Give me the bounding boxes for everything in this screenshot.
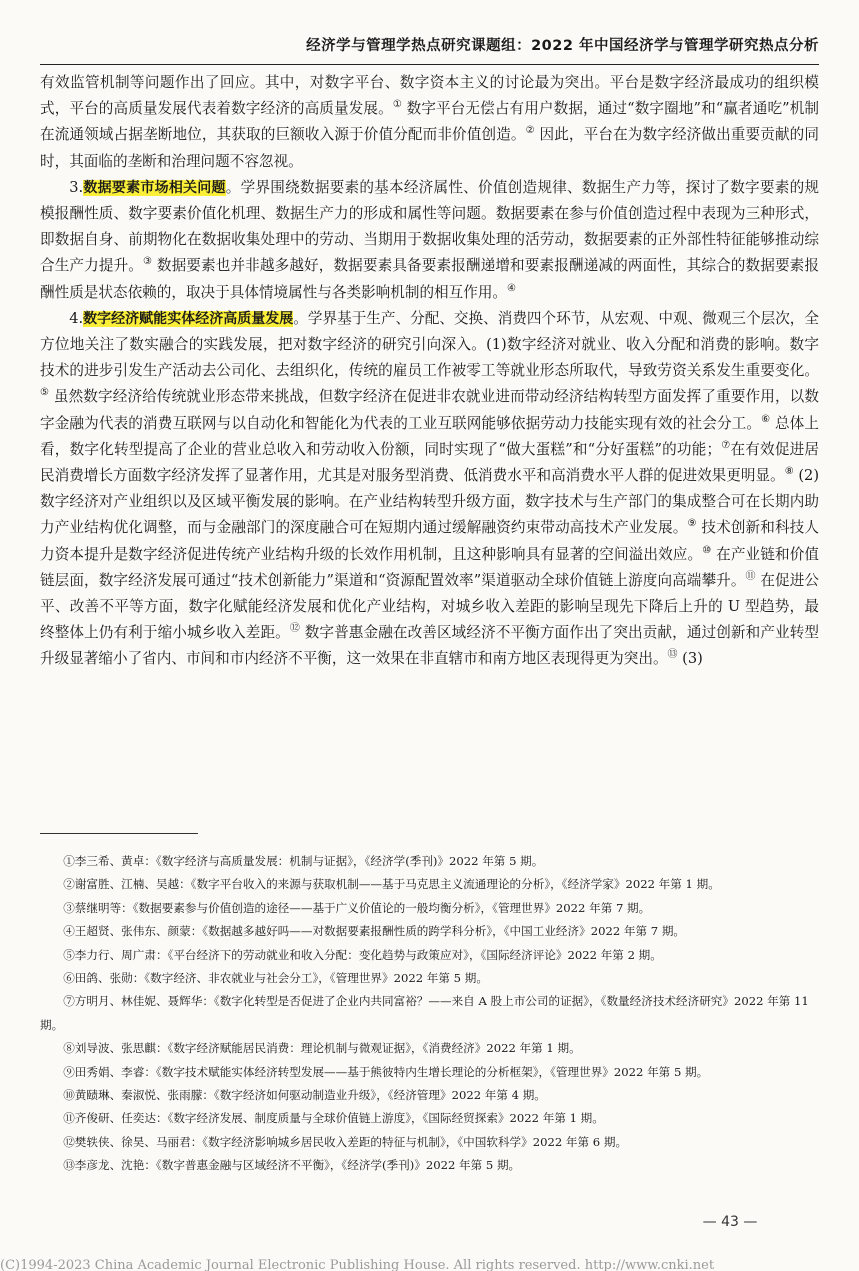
highlighted-heading: 数据要素市场相关问题 bbox=[83, 179, 226, 196]
paragraph-2 bbox=[40, 175, 819, 306]
footnote-ref[interactable]: ① bbox=[392, 99, 402, 111]
footnote-5: ⑤李力行、周广肃：《平台经济下的劳动就业和收入分配：变化趋势与政策应对》，《国际经济评论》2022 年第 2 期。 bbox=[63, 947, 662, 962]
footnote-9: ⑨田秀娟、李睿：《数字技术赋能实体经济转型发展——基于熊彼特内生增长理论的分析框架》，《管理世界》2022 年第 5 期。 bbox=[63, 1064, 709, 1079]
footnote-ref[interactable]: ⑨ bbox=[687, 518, 697, 530]
copyright-line: (C)1994-2023 China Academic Journal Electronic Publishing House. All rights reserved. http://www.cnki.net bbox=[0, 1258, 715, 1271]
footnote-10: ⑩黄赜琳、秦淑悦、张雨朦：《数字经济如何驱动制造业升级》，《经济管理》2022 年第 4 期。 bbox=[63, 1088, 546, 1103]
footnote-ref[interactable]: ⑬ bbox=[667, 649, 678, 661]
footnote-ref[interactable]: ⑧ bbox=[784, 466, 794, 478]
footnote-12: ⑫樊轶侠、徐昊、马丽君：《数字经济影响城乡居民收入差距的特征与机制》，《中国软科学》2022 年第 6 期。 bbox=[63, 1134, 628, 1149]
section-number: 4. bbox=[69, 309, 84, 327]
footnotes bbox=[40, 850, 819, 1178]
footnote-6: ⑥田鸽、张勋：《数字经济、非农就业与社会分工》，《管理世界》2022 年第 5 期。 bbox=[63, 971, 488, 986]
footnote-ref[interactable]: ⑩ bbox=[702, 544, 712, 556]
running-header bbox=[40, 34, 819, 65]
paragraph-text: 数字平台无偿占有用户数据，通过“数字圈地”和“赢者通吃”机制在流通领域占据垄断地位，其获取的巨额收入源于价值分配而非价值创造。 bbox=[40, 100, 820, 144]
paragraph-text: 因此，平台在为数字经济做出重要贡献的同时，其面临的垄断和治理问题不容忽视。 bbox=[40, 126, 819, 170]
footnote-ref[interactable]: ② bbox=[525, 125, 535, 137]
paragraph-text: 在产业链和价值链层面，数字经济发展可通过“技术创新能力”渠道和“资源配置效率”渠道驱动全球价值链上游度向高端攀升。 bbox=[40, 545, 819, 589]
paragraph-text: 。学界基于生产、分配、交换、消费四个环节，从宏观、中观、微观三个层次，全方位地关注了数实融合的实践发展，把对数字经济的研究引向深入。(1)数字经济对就业、收入分配和消费的影响。数字技术的进步引发生产活动去公司化、去组织化，传统的雇员工作被零工等就业形态所取代，导致劳资关系发生重要变化。 bbox=[40, 309, 819, 380]
footnote-ref[interactable]: ⑫ bbox=[289, 623, 300, 635]
paragraph-text: 在促进公平、改善不平等方面，数字化赋能经济发展和优化产业结构，对城乡收入差距的影响呈现先下降后上升的 U 型趋势，最终整体上仍有利于缩小城乡收入差距。 bbox=[40, 571, 820, 642]
highlighted-heading: 数字经济赋能实体经济高质量发展 bbox=[83, 310, 294, 327]
footnote-divider bbox=[40, 833, 198, 834]
paragraph-1 bbox=[40, 70, 819, 175]
footnote-ref[interactable]: ③ bbox=[143, 256, 153, 268]
paragraph-3 bbox=[40, 306, 819, 673]
footnote-2: ②谢富胜、江楠、吴越：《数字平台收入的来源与获取机制——基于马克思主义流通理论的分析》，《经济学家》2022 年第 1 期。 bbox=[63, 877, 720, 892]
footnote-11: ⑪齐俊研、任奕达：《数字经济发展、制度质量与全球价值链上游度》，《国际经贸探索》2022 年第 1 期。 bbox=[63, 1111, 604, 1126]
paragraph-text: 数据要素也并非越多越好，数据要素具备要素报酬递增和要素报酬递减的两面性，其综合的数据要素报酬性质是状态依赖的，取决于具体情境属性与各类影响机制的相互作用。 bbox=[40, 257, 819, 301]
body-text bbox=[40, 70, 819, 673]
footnote-1: ①李三希、黄卓：《数字经济与高质量发展：机制与证据》，《经济学(季刊)》2022 年第 5 期。 bbox=[63, 854, 544, 868]
paragraph-text: (3) bbox=[677, 650, 703, 668]
page-number: — 43 — bbox=[702, 1214, 758, 1230]
footnote-ref[interactable]: ⑤ bbox=[40, 387, 50, 399]
paragraph-text: 总体上看，数字化转型提高了企业的营业总收入和劳动收入份额，同时实现了“做大蛋糕”和“分好蛋糕”的功能； bbox=[40, 414, 819, 458]
paragraph-text: 有效监管机制等问题作出了回应。其中，对数字平台、数字资本主义的讨论最为突出。平台是数字经济最成功的组织模式，平台的高质量发展代表着数字经济的高质量发展。 bbox=[40, 74, 819, 118]
footnote-4: ④王超贤、张伟东、颜蒙：《数据越多越好吗——对数据要素报酬性质的跨学科分析》，《中国工业经济》2022 年第 7 期。 bbox=[63, 924, 686, 939]
paragraph-text: 数字普惠金融在改善区域经济不平衡方面作出了突出贡献，通过创新和产业转型升级显著缩小了省内、市间和市内经济不平衡，这一效果在非直辖市和南方地区表现得更为突出。 bbox=[40, 624, 819, 668]
section-number: 3. bbox=[69, 178, 84, 196]
footnote-ref[interactable]: ④ bbox=[507, 282, 516, 294]
footnote-ref[interactable]: ⑪ bbox=[745, 571, 756, 582]
footnote-3: ③蔡继明等：《数据要素参与价值创造的途径——基于广义价值论的一般均衡分析》，《管理世界》2022 年第 7 期。 bbox=[63, 900, 651, 915]
running-header-title: 经济学与管理学热点研究课题组：2022 年中国经济学与管理学研究热点分析 bbox=[306, 38, 819, 54]
paragraph-text: (2)数字经济对产业组织以及区域平衡发展的影响。在产业结构转型升级方面，数字技术与生产部门的集成整合可在长期内助力产业结构优化调整，而与金融部门的深度融合可在短期内通过缓解融资约束带动高技术产业发展。 bbox=[40, 467, 820, 537]
footnote-13: ⑬李彦龙、沈艳：《数字普惠金融与区域经济不平衡》，《经济学(季刊)》2022 年第 5 期。 bbox=[63, 1158, 521, 1173]
paragraph-text: 虽然数字经济给传统就业形态带来挑战，但数字经济在促进非农就业进而带动经济结构转型方面发挥了重要作用，以数字金融为代表的消费互联网与以自动化和智能化为代表的工业互联网能够依据劳动力技能实现有效的社会分工。 bbox=[40, 388, 819, 432]
footnote-ref[interactable]: ⑥ bbox=[761, 413, 771, 425]
footnote-ref[interactable]: ⑦ bbox=[721, 439, 731, 451]
paragraph-text: 技术创新和科技人力资本提升是数字经济促进传统产业结构升级的长效作用机制，且这种影响具有显著的空间溢出效应。 bbox=[40, 519, 819, 563]
footnote-7: ⑦方明月、林佳妮、聂辉华：《数字化转型是否促进了企业内共同富裕？——来自 A 股上市公司的证据》，《数量经济技术经济研究》2022 年第 11 期。 bbox=[40, 994, 809, 1032]
footnote-8: ⑧刘导波、张思麒：《数字经济赋能居民消费：理论机制与微观证据》，《消费经济》2022 年第 1 期。 bbox=[63, 1041, 581, 1056]
paragraph-text: 在有效促进居民消费增长方面数字经济发挥了显著作用，尤其是对服务型消费、低消费水平和高消费水平人群的促进效果更明显。 bbox=[40, 440, 819, 485]
paragraph-text: 。学界围绕数据要素的基本经济属性、价值创造规律、数据生产力等，探讨了数字要素的规模报酬性质、数字要素价值化机理、数据生产力的形成和属性等问题。数据要素在参与价值创造过程中表现为三种形式，即数据自身、前期物化在数据收集处理中的劳动、当期用于数据收集处理的活劳动，数据要素的正外部性特征能够推动综合生产力提升。 bbox=[40, 178, 819, 275]
